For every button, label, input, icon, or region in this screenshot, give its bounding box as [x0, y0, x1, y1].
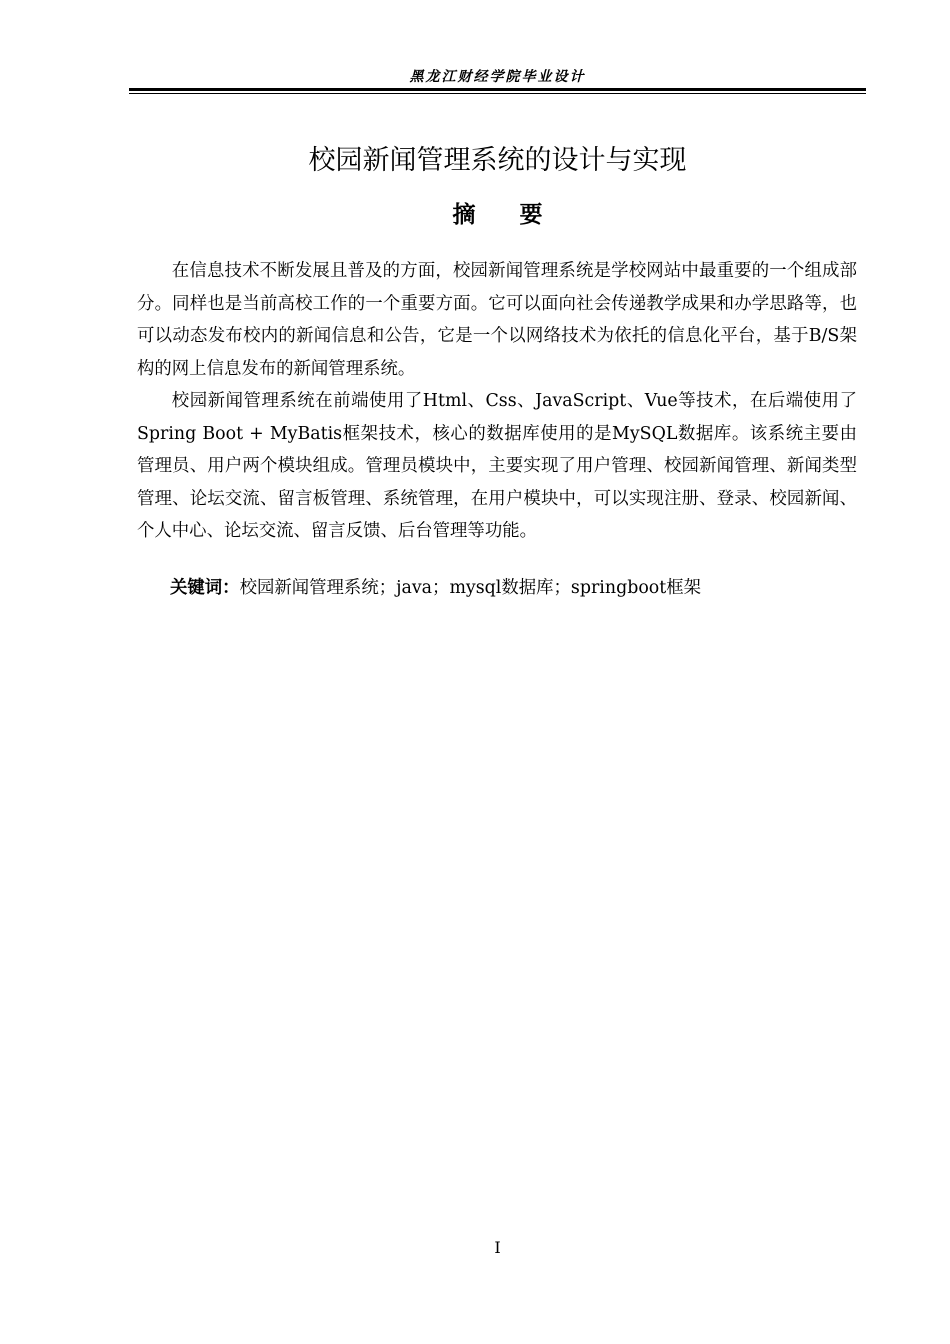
page-number: I [494, 1238, 501, 1257]
header-rule-thick [129, 88, 866, 91]
abstract-body [137, 255, 857, 548]
abstract-heading: 摘 要 [452, 202, 561, 228]
keywords-line [170, 573, 860, 603]
keywords-label: 关键词： [170, 578, 240, 598]
running-header: 黑龙江财经学院毕业设计 [409, 69, 586, 85]
abstract-paragraph-2: 校园新闻管理系统在前端使用了Html、Css、JavaScript、Vue等技术，在后端使用了Spring Boot + MyBatis框架技术，核心的数据库使用的是MySQL数据库。该系统主要由管理员、用户两个模块组成。管理员模块中，主要实现了用户管理、校园新闻管理、新闻类型管理、论坛交流、留言板管理、系统管理，在用户模块中，可以实现注册、登录、校园新闻、个人中心、论坛交流、留言反馈、后台管理等功能。 [137, 391, 857, 541]
document-title: 校园新闻管理系统的设计与实现 [308, 145, 687, 176]
keywords-text: 校园新闻管理系统；java；mysql数据库；springboot框架 [239, 578, 702, 598]
abstract-paragraph-1: 在信息技术不断发展且普及的方面，校园新闻管理系统是学校网站中最重要的一个组成部分。同样也是当前高校工作的一个重要方面。它可以面向社会传递教学成果和办学思路等，也可以动态发布校内的新闻信息和公告，它是一个以网络技术为依托的信息化平台，基于B/S架构的网上信息发布的新闻管理系统。 [137, 261, 857, 379]
header-rule-thin [129, 93, 866, 94]
